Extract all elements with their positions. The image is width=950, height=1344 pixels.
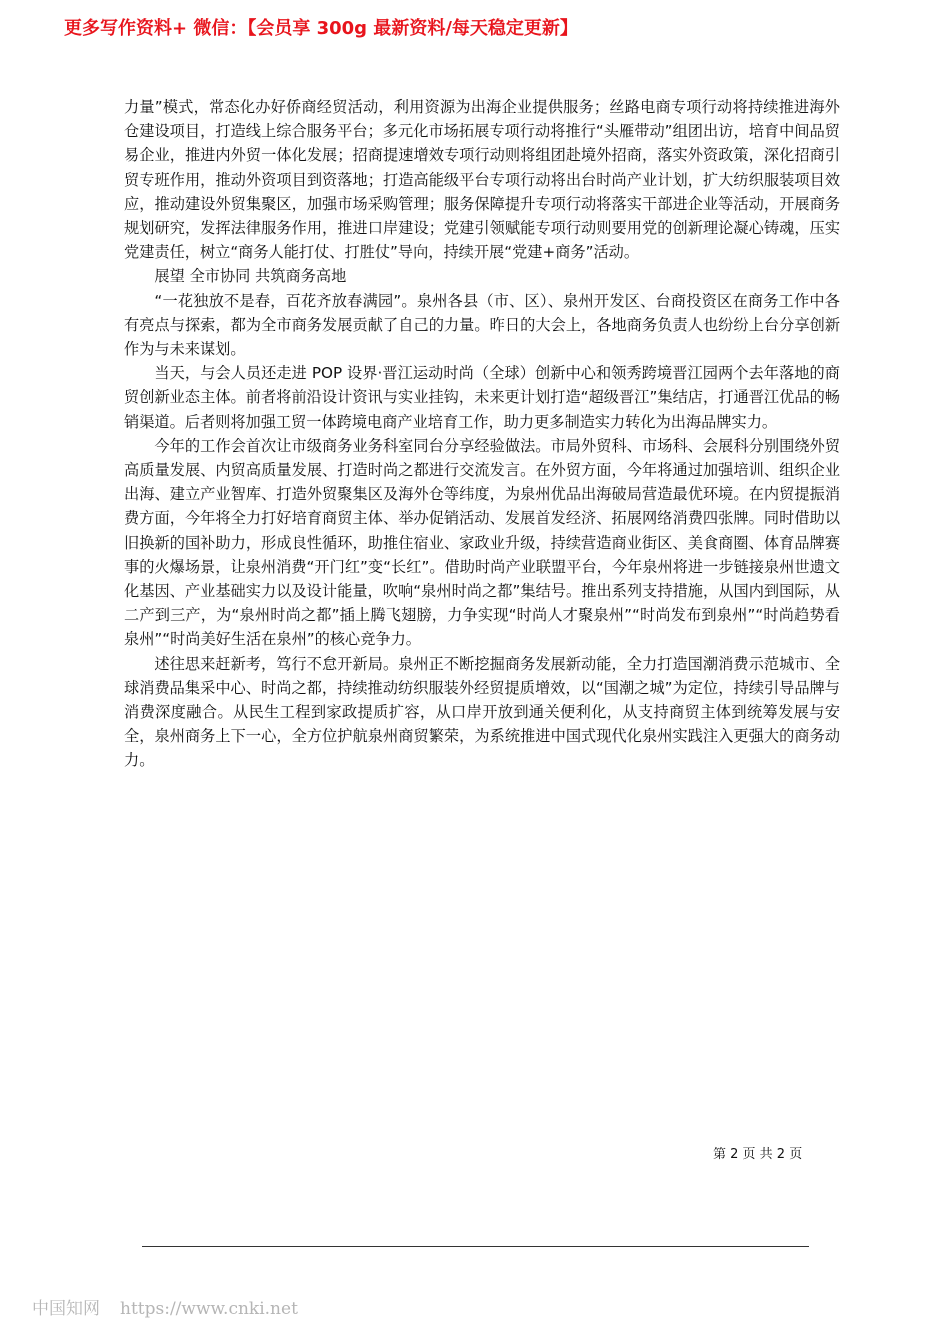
footer-divider — [142, 1246, 809, 1247]
watermark-name: 中国知网 — [32, 1299, 100, 1319]
paragraph-continuation: 力量”模式，常态化办好侨商经贸活动，利用资源为出海企业提供服务；丝路电商专项行动将持续推进海外仓建设项目，打造线上综合服务平台；多元化市场拓展专项行动将推行“头雁带动”组团出访，培育中间品贸易企业，推进内外贸一体化发展；招商提速增效专项行动则将组团赴境外招商，落实外资政策，深化招商引贸专班作用，推动外资项目到资落地；打造高能级平台专项行动将出台时尚产业计划，扩大纺织服装项目效应，推动建设外贸集聚区，加强市场采购管理；服务保障提升专项行动将落实干部进企业等活动，开展商务规划研究，发挥法律服务作用，推进口岸建设；党建引领赋能专项行动则要用党的创新理论凝心铸魂，压实党建责任，树立“商务人能打仗、打胜仗”导向，持续开展“党建+商务”活动。 — [124, 98, 840, 262]
section-heading: 展望 全市协同 共筑商务高地 — [154, 267, 347, 286]
cnki-watermark — [32, 1294, 298, 1319]
paragraph: “一花独放不是春，百花齐放春满园”。泉州各县（市、区）、泉州开发区、台商投资区在商务工作中各有亮点与探索，都为全市商务发展贡献了自己的力量。昨日的大会上，各地商务负责人也纷纷上台分享创新作为与未来谋划。 — [124, 291, 840, 359]
article-body — [124, 95, 840, 773]
promo-banner: 更多写作资料+ 微信：【会员享 300g 最新资料/每天稳定更新】 — [64, 18, 578, 39]
watermark-url: https://www.cnki.net — [120, 1299, 298, 1319]
paragraph: 当天，与会人员还走进 POP 设界·晋江运动时尚（全球）创新中心和领秀跨境晋江园两个去年落地的商贸创新业态主体。前者将前沿设计资讯与实业挂钩，未来更计划打造“超级晋江”集结店，打通晋江优品的畅销渠道。后者则将加强工贸一体跨境电商产业培育工作，助力更多制造实力转化为出海品牌实力。 — [124, 364, 840, 431]
page-number: 第 2 页 共 2 页 — [713, 1147, 803, 1162]
paragraph: 述往思来赶新考，笃行不怠开新局。泉州正不断挖掘商务发展新动能，全力打造国潮消费示范城市、全球消费品集采中心、时尚之都，持续推动纺织服装外经贸提质增效，以“国潮之城”为定位，持续引导品牌与消费深度融合。从民生工程到家政提质扩容，从口岸开放到通关便利化，从支持商贸主体到统筹发展与安全，泉州商务上下一心，全方位护航泉州商贸繁荣，为系统推进中国式现代化泉州实践注入更强大的商务动力。 — [124, 654, 840, 770]
paragraph: 今年的工作会首次让市级商务业务科室同台分享经验做法。市局外贸科、市场科、会展科分别围绕外贸高质量发展、内贸高质量发展、打造时尚之都进行交流发言。在外贸方面，今年将通过加强培训、组织企业出海、建立产业智库、打造外贸聚集区及海外仓等纬度，为泉州优品出海破局营造最优环境。在内贸提振消费方面，今年将全力打好培育商贸主体、举办促销活动、发展首发经济、拓展网络消费四张牌。同时借助以旧换新的国补助力，形成良性循环，助推住宿业、家政业升级，持续营造商业街区、美食商圈、体育品牌赛事的火爆场景，让泉州消费“开门红”变“长红”。借助时尚产业联盟平台，今年泉州将进一步链接泉州世遗文化基因、产业基础实力以及设计能量，吹响“泉州时尚之都”集结号。推出系列支持措施，从国内到国际，从二产到三产，为“泉州时尚之都”插上腾飞翅膀，力争实现“时尚人才聚泉州”“时尚发布到泉州”“时尚趋势看泉州”“时尚美好生活在泉州”的核心竞争力。 — [124, 436, 840, 649]
